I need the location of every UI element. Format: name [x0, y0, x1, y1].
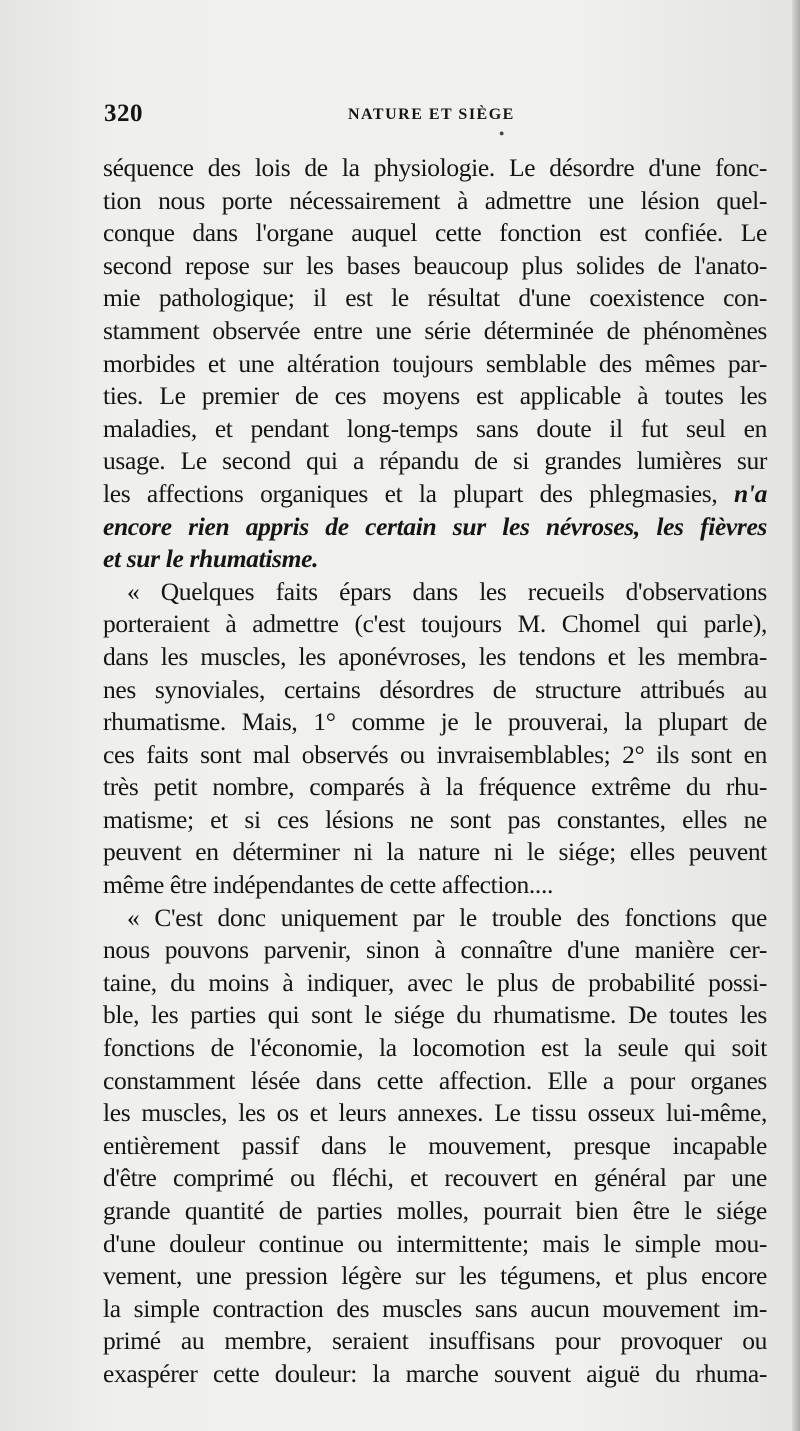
paragraph-start-line: « C'est donc uniquement par le trouble des fonctions que — [127, 902, 767, 932]
page-edge — [792, 0, 800, 1431]
page-header — [104, 100, 764, 140]
text-line: maladies, et pendant long-temps sans doute il fut seul en — [103, 413, 767, 443]
text-line: rhumatisme. Mais, 1° comme je le prouverai, la plupart de — [103, 707, 767, 737]
text-line: vement, une pression légère sur les tégumens, et plus encore — [103, 1261, 767, 1291]
text-fragment: les affections organiques et la plupart des phlegmasies, — [103, 478, 718, 508]
header-ornament: ● — [499, 128, 505, 138]
text-line: taine, du moins à indiquer, avec le plus de probabilité possi- — [103, 967, 767, 997]
text-line: nous pouvons parvenir, sinon à connaître d'une manière cer- — [103, 935, 767, 965]
text-line: dans les muscles, les aponévroses, les tendons et les membra- — [103, 641, 767, 671]
text-line: peuvent en déterminer ni la nature ni le siége; elles peuvent — [103, 837, 767, 867]
text-line-mixed — [103, 478, 767, 511]
text-line: exaspérer cette douleur: la marche souvent aiguë du rhuma- — [103, 1358, 767, 1388]
text-line: fonctions de l'économie, la locomotion est la seule qui soit — [103, 1033, 767, 1063]
text-line: conque dans l'organe auquel cette fonction est confiée. Le — [103, 218, 767, 248]
text-line: nes synoviales, certains désordres de structure attribués au — [103, 674, 767, 704]
text-line: ble, les parties qui sont le siége du rhumatisme. De toutes les — [103, 1000, 767, 1030]
paragraph-start-line: « Quelques faits épars dans les recueils d'observations — [127, 576, 767, 606]
body-text — [103, 152, 767, 1391]
running-head: NATURE ET SIÈGE — [348, 106, 515, 123]
italic-line: et sur le rhumatisme. — [103, 544, 319, 574]
text-line: morbides et une altération toujours semblable des mêmes par- — [103, 348, 767, 378]
text-line: grande quantité de parties molles, pourrait bien être le siége — [103, 1196, 767, 1225]
page-number: 320 — [104, 100, 143, 127]
text-line: même être indépendantes de cette affection.... — [103, 870, 553, 900]
text-line: ces faits sont mal observés ou invraisemblables; 2° ils sont en — [103, 739, 767, 769]
text-line: la simple contraction des muscles sans aucun mouvement im- — [103, 1293, 767, 1323]
italic-line: encore rien appris de certain sur les névroses, les fièvres — [103, 511, 767, 541]
text-line: tion nous porte nécessairement à admettre une lésion quel- — [103, 185, 767, 215]
text-line: second repose sur les bases beaucoup plus solides de l'anato- — [103, 250, 767, 280]
text-line: mie pathologique; il est le résultat d'une coexistence con- — [103, 283, 767, 313]
text-line: stamment observée entre une série déterminée de phénomènes — [103, 315, 767, 345]
text-line: séquence des lois de la physiologie. Le désordre d'une fonc- — [103, 153, 767, 182]
text-line: d'être comprimé ou fléchi, et recouvert en général par une — [103, 1163, 767, 1193]
text-line: d'une douleur continue ou intermittente; mais le simple mou- — [103, 1228, 767, 1258]
text-line: porteraient à admettre (c'est toujours M. Chomel qui parle), — [103, 609, 767, 639]
text-line: les muscles, les os et leurs annexes. Le tissu osseux lui-même, — [103, 1098, 767, 1128]
text-line: primé au membre, seraient insuffisans pour provoquer ou — [103, 1326, 767, 1356]
text-line: très petit nombre, comparés à la fréquence extrême du rhu- — [103, 772, 767, 802]
text-line: ties. Le premier de ces moyens est applicable à toutes les — [103, 381, 767, 411]
text-line: matisme; et si ces lésions ne sont pas constantes, elles ne — [103, 804, 767, 834]
text-line: constamment lésée dans cette affection. Elle a pour organes — [103, 1065, 767, 1095]
text-line: usage. Le second qui a répandu de si grandes lumières sur — [103, 446, 767, 476]
italic-fragment: n'a — [717, 478, 767, 508]
text-line: entièrement passif dans le mouvement, presque incapable — [103, 1130, 767, 1160]
